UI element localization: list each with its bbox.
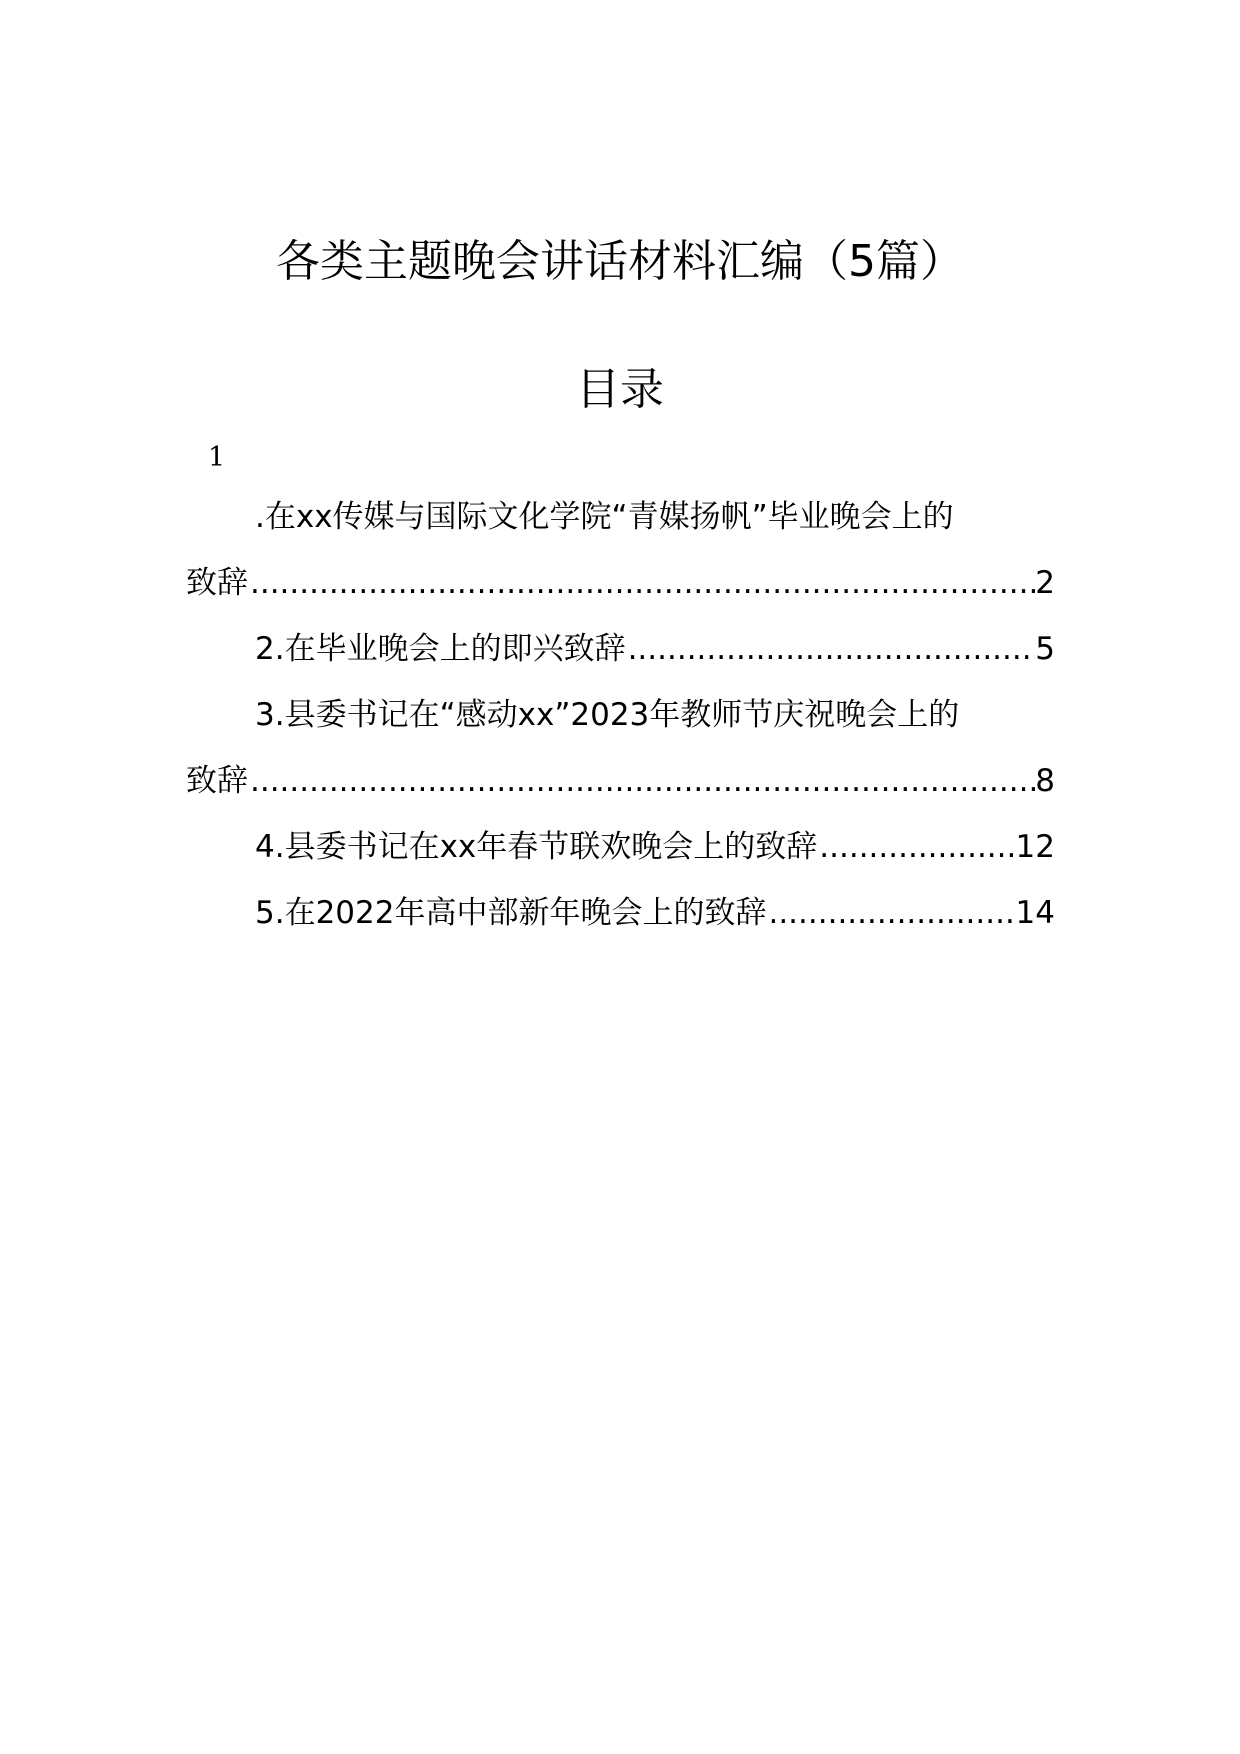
- toc-entry-2-dot-leader: [626, 616, 1036, 682]
- toc-entry-2-line-1[interactable]: [255, 616, 1055, 682]
- document-title: 各类主题晚会讲话材料汇编（5篇）: [276, 236, 964, 287]
- toc-heading: 目录: [576, 364, 664, 415]
- toc-entry-5-page-number: 14: [1015, 895, 1055, 931]
- toc-entry-1-title-part-2: 致辞: [186, 565, 248, 601]
- toc-entry-5-title: 5.在2022年高中部新年晚会上的致辞: [255, 895, 767, 931]
- toc-entry-4-line-1[interactable]: [255, 814, 1055, 880]
- toc-entry-2-title: 2.在毕业晚会上的即兴致辞: [255, 631, 626, 667]
- toc-entry-1-dot-leader: [248, 550, 1035, 616]
- toc-entry-3-line-2[interactable]: [186, 748, 1055, 814]
- toc-entry-1-page-number: 2: [1035, 565, 1055, 601]
- toc-entry-1-title-part-1: .在xx传媒与国际文化学院“青媒扬帆”毕业晚会上的: [255, 499, 954, 535]
- toc-entry-5-line-1[interactable]: [255, 880, 1055, 946]
- toc-entry-1-line-1[interactable]: [255, 484, 1055, 550]
- toc-entry-3-title-part-1: 3.县委书记在“感动xx”2023年教师节庆祝晚会上的: [255, 697, 960, 733]
- toc-entry-3-line-1[interactable]: [255, 682, 1055, 748]
- toc-entry-4-dot-leader: [817, 814, 1015, 880]
- toc-entry-4-page-number: 12: [1015, 829, 1055, 865]
- stray-page-number: 1: [208, 442, 226, 473]
- toc-entry-3-page-number: 8: [1035, 763, 1055, 799]
- toc-entry-4-title: 4.县委书记在xx年春节联欢晚会上的致辞: [255, 829, 818, 865]
- toc-entry-2-page-number: 5: [1035, 631, 1055, 667]
- toc-entry-1-line-2[interactable]: [186, 550, 1055, 616]
- toc-entry-3-title-part-2: 致辞: [186, 763, 248, 799]
- toc-entry-3-dot-leader: [248, 748, 1035, 814]
- toc-entry-5-dot-leader: [766, 880, 1015, 946]
